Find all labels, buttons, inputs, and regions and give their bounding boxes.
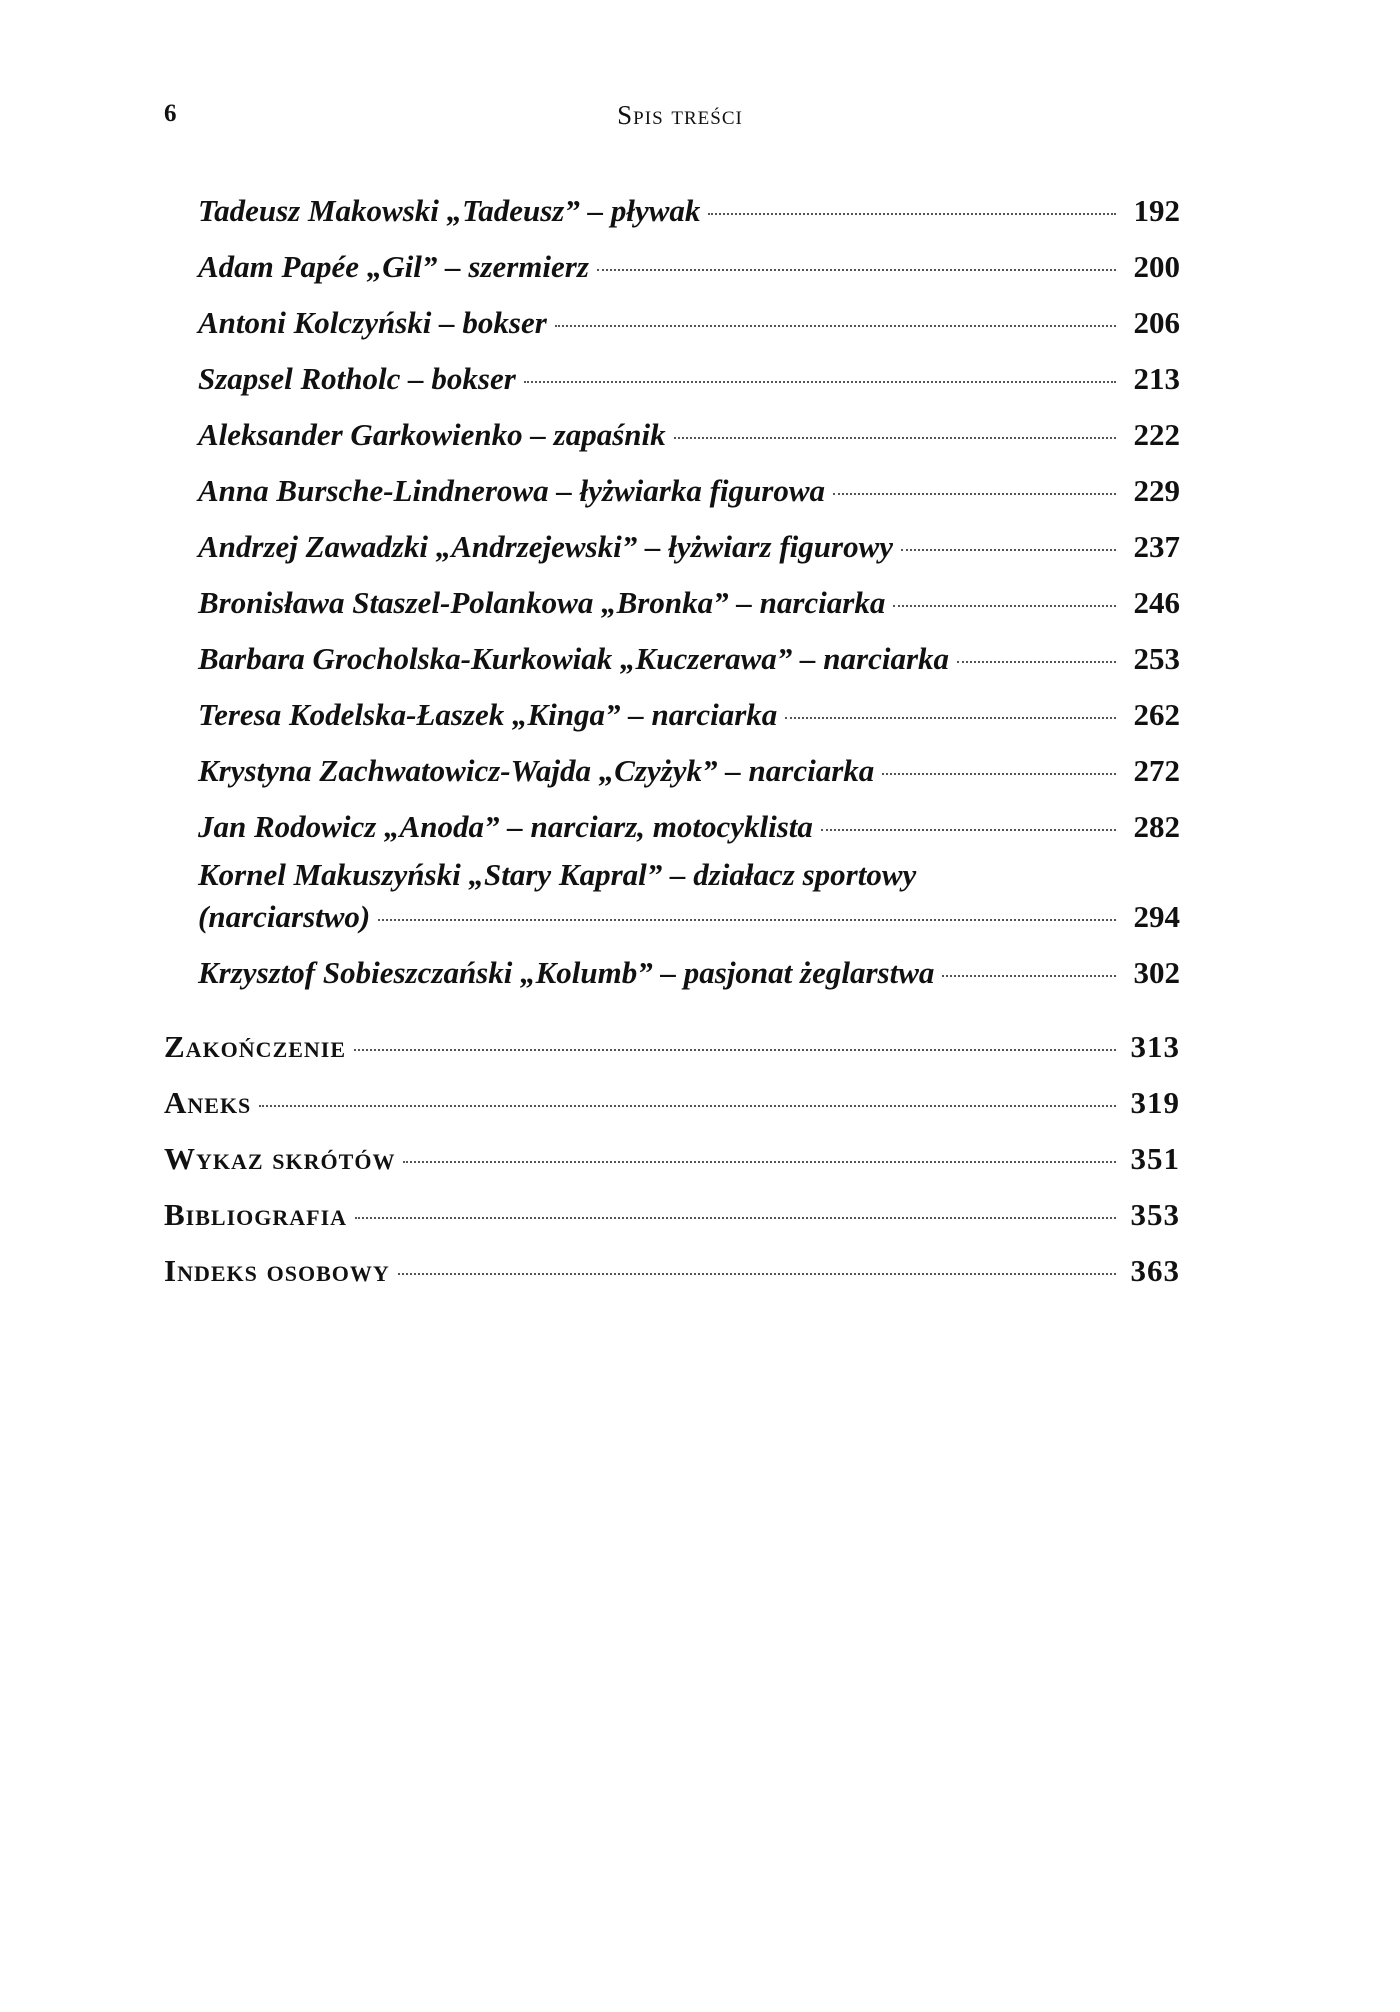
dot-leader: [882, 773, 1116, 775]
toc-entry[interactable]: [198, 641, 1180, 677]
toc-entry[interactable]: [198, 361, 1180, 397]
toc-entry-page: 237: [1133, 529, 1180, 564]
toc-entry-page: 302: [1133, 955, 1180, 990]
toc-entry-title: Krystyna Zachwatowicz-Wajda „Czyżyk” – narciarka: [198, 753, 875, 788]
toc-entry-page: 206: [1133, 305, 1180, 340]
dot-leader: [259, 1105, 1116, 1107]
toc-entry-title: Bronisława Staszel-Polankowa „Bronka” – narciarka: [198, 585, 886, 620]
dot-leader: [893, 605, 1116, 607]
toc-entry[interactable]: [198, 305, 1180, 341]
dot-leader: [785, 717, 1116, 719]
toc-entry[interactable]: [198, 473, 1180, 509]
toc-section-entry[interactable]: [164, 1197, 1180, 1233]
toc-section-entry[interactable]: [164, 1253, 1180, 1289]
dot-leader: [942, 975, 1116, 977]
toc-section-entry[interactable]: [164, 1029, 1180, 1065]
toc-entry-title: Antoni Kolczyński – bokser: [198, 305, 547, 340]
toc-section-page: 353: [1130, 1197, 1180, 1232]
toc-entry-title: Szapsel Rotholc – bokser: [198, 361, 516, 396]
toc-entry[interactable]: [198, 249, 1180, 285]
toc-entry-page: 222: [1133, 417, 1180, 452]
toc-entry[interactable]: [198, 193, 1180, 229]
dot-leader: [555, 325, 1116, 327]
toc-section-title: Indeks osobowy: [164, 1253, 390, 1288]
toc-entry-title: Tadeusz Makowski „Tadeusz” – pływak: [198, 193, 701, 228]
toc-entry-title: Anna Bursche-Lindnerowa – łyżwiarka figurowa: [198, 473, 826, 508]
toc-entry-page: 192: [1133, 193, 1180, 228]
toc-entry-page: 282: [1133, 809, 1180, 844]
toc-entry[interactable]: [198, 417, 1180, 453]
toc-entry[interactable]: [198, 955, 1180, 991]
toc-section-page: 351: [1130, 1141, 1180, 1176]
dot-leader: [378, 919, 1116, 921]
dot-leader: [403, 1161, 1116, 1163]
toc-entry-page: 272: [1133, 753, 1180, 788]
page-number: 6: [164, 100, 177, 127]
toc-entry[interactable]: [198, 753, 1180, 789]
toc-entry[interactable]: [198, 857, 1180, 935]
toc-entry-title: Krzysztof Sobieszczański „Kolumb” – pasjonat żeglarstwa: [198, 955, 935, 990]
dot-leader: [398, 1273, 1116, 1275]
toc-entry[interactable]: [198, 697, 1180, 733]
toc-section-entry[interactable]: [164, 1141, 1180, 1177]
toc-entry-title: Barbara Grocholska-Kurkowiak „Kuczerawa” – narciarka: [198, 641, 950, 676]
toc-entry-page: 294: [1133, 899, 1180, 934]
toc-section-title: Wykaz skrótów: [164, 1141, 396, 1176]
toc-entry-page: 246: [1133, 585, 1180, 620]
toc-entry-title-line1: Kornel Makuszyński „Stary Kapral” – działacz sportowy: [198, 857, 917, 892]
toc-entry-title: Andrzej Zawadzki „Andrzejewski” – łyżwiarz figurowy: [198, 529, 894, 564]
toc-entry[interactable]: [198, 585, 1180, 621]
toc-entry-title: Aleksander Garkowienko – zapaśnik: [198, 417, 666, 452]
toc-section-page: 363: [1130, 1253, 1180, 1288]
toc-entry-title: Adam Papée „Gil” – szermierz: [198, 249, 589, 284]
dot-leader: [821, 829, 1116, 831]
toc-entry-title: Teresa Kodelska-Łaszek „Kinga” – narciarka: [198, 697, 778, 732]
toc-entry-page: 213: [1133, 361, 1180, 396]
toc-section-title: Zakończenie: [164, 1029, 347, 1064]
toc-entry-page: 229: [1133, 473, 1180, 508]
dot-leader: [708, 213, 1116, 215]
dot-leader: [901, 549, 1116, 551]
toc-entry-page: 200: [1133, 249, 1180, 284]
dot-leader: [355, 1217, 1116, 1219]
toc-entry-title: Jan Rodowicz „Anoda” – narciarz, motocyklista: [198, 809, 813, 844]
toc-section-page: 319: [1130, 1085, 1180, 1120]
toc-section-page: 313: [1130, 1029, 1180, 1064]
dot-leader: [957, 661, 1116, 663]
toc-section-title: Bibliografia: [164, 1197, 348, 1232]
toc-entry[interactable]: [198, 529, 1180, 565]
dot-leader: [597, 269, 1116, 271]
toc-section-entry[interactable]: [164, 1085, 1180, 1121]
toc-entry-title: (narciarstwo): [198, 899, 371, 934]
dot-leader: [674, 437, 1116, 439]
dot-leader: [524, 381, 1116, 383]
dot-leader: [833, 493, 1116, 495]
dot-leader: [354, 1049, 1116, 1051]
toc-entry-page: 262: [1133, 697, 1180, 732]
running-head: Spis treści: [617, 100, 743, 130]
toc-entry[interactable]: [198, 809, 1180, 845]
toc-section-title: Aneks: [164, 1085, 252, 1120]
toc-entry-page: 253: [1133, 641, 1180, 676]
